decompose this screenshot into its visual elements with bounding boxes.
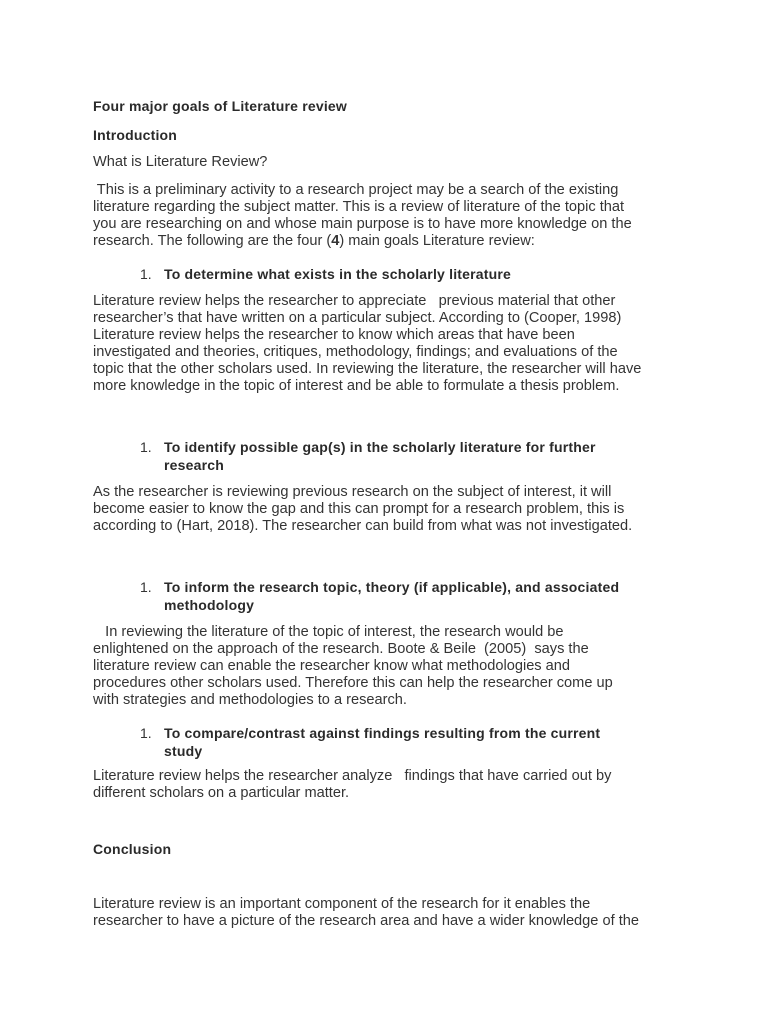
goal-2-line: according to (Hart, 2018). The researcher can build from what was not investigated. bbox=[93, 517, 633, 534]
goal-4-title bbox=[164, 724, 664, 760]
goal-2-number: 1. bbox=[140, 439, 152, 455]
goal-2-title-line-1: To identify possible gap(s) in the scholarly literature for further bbox=[164, 439, 596, 455]
goal-3-line: In reviewing the literature of the topic of interest, the research would be bbox=[93, 624, 564, 640]
goal-1-line: topic that the other scholars used. In reviewing the literature, the researcher will have bbox=[93, 360, 642, 377]
goal-4-line: Literature review helps the researcher analyze findings that have carried out by bbox=[93, 768, 612, 784]
goal-2-title bbox=[164, 438, 664, 474]
goal-1-title-line-1: To determine what exists in the scholarly literature bbox=[164, 266, 512, 282]
goal-count: 4 bbox=[331, 232, 340, 249]
goal-1-line: investigated and theories, critiques, methodology, findings; and evaluations of the bbox=[93, 343, 618, 360]
introduction-heading: Introduction bbox=[93, 127, 178, 143]
goal-1-line: Literature review helps the researcher to appreciate previous material that other bbox=[93, 293, 616, 309]
goal-3-paragraph bbox=[93, 624, 683, 709]
goal-1-line: researcher’s that have written on a particular subject. According to (Cooper, 1998) bbox=[93, 309, 622, 326]
goal-1-paragraph bbox=[93, 293, 683, 394]
goal-3-number: 1. bbox=[140, 579, 152, 595]
conclusion-line: researcher to have a picture of the research area and have a wider knowledge of the bbox=[93, 912, 639, 929]
intro-line-4 bbox=[93, 233, 683, 250]
conclusion-paragraph bbox=[93, 896, 683, 930]
goal-3-line: literature review can enable the researcher know what methodologies and bbox=[93, 657, 571, 674]
goal-2-line: As the researcher is reviewing previous research on the subject of interest, it will bbox=[93, 484, 612, 500]
intro-line-3: you are researching on and whose main purpose is to have more knowledge on the bbox=[93, 215, 632, 232]
goal-4-title-line-1: To compare/contrast against findings resulting from the current bbox=[164, 725, 601, 741]
goal-3-line: enlightened on the approach of the research. Boote & Beile (2005) says the bbox=[93, 640, 589, 657]
goal-1-number: 1. bbox=[140, 266, 152, 282]
conclusion-heading: Conclusion bbox=[93, 841, 172, 857]
goal-1-line: more knowledge in the topic of interest and be able to formulate a thesis problem. bbox=[93, 377, 620, 394]
intro-paragraph bbox=[93, 182, 683, 250]
intro-line-1: This is a preliminary activity to a research project may be a search of the existing bbox=[93, 182, 619, 198]
goal-2-title-line-2: research bbox=[164, 457, 224, 473]
goal-2-paragraph bbox=[93, 484, 683, 535]
goal-1-line: Literature review helps the researcher to know which areas that have been bbox=[93, 326, 575, 343]
goal-4-number: 1. bbox=[140, 725, 152, 741]
goal-1-title bbox=[164, 265, 664, 283]
goal-4-line: different scholars on a particular matter. bbox=[93, 784, 350, 801]
intro-line-4-start: research. The following are the four ( bbox=[93, 232, 332, 249]
goal-3-title-line-1: To inform the research topic, theory (if applicable), and associated bbox=[164, 579, 620, 595]
conclusion-line: Literature review is an important component of the research for it enables the bbox=[93, 896, 591, 912]
goal-2-line: become easier to know the gap and this can prompt for a research problem, this is bbox=[93, 500, 625, 517]
goal-3-title-line-2: methodology bbox=[164, 597, 255, 613]
document-title: Four major goals of Literature review bbox=[93, 98, 348, 114]
intro-line-2: literature regarding the subject matter. This is a review of literature of the topic that bbox=[93, 198, 625, 215]
goal-3-line: with strategies and methodologies to a research. bbox=[93, 691, 407, 708]
intro-line-4-end: ) main goals Literature review: bbox=[339, 232, 535, 249]
goal-3-title bbox=[164, 578, 664, 614]
goal-3-line: procedures other scholars used. Therefore this can help the researcher come up bbox=[93, 674, 613, 691]
goal-4-paragraph bbox=[93, 768, 683, 802]
goal-4-title-line-2: study bbox=[164, 743, 203, 759]
question-text: What is Literature Review? bbox=[93, 154, 268, 170]
